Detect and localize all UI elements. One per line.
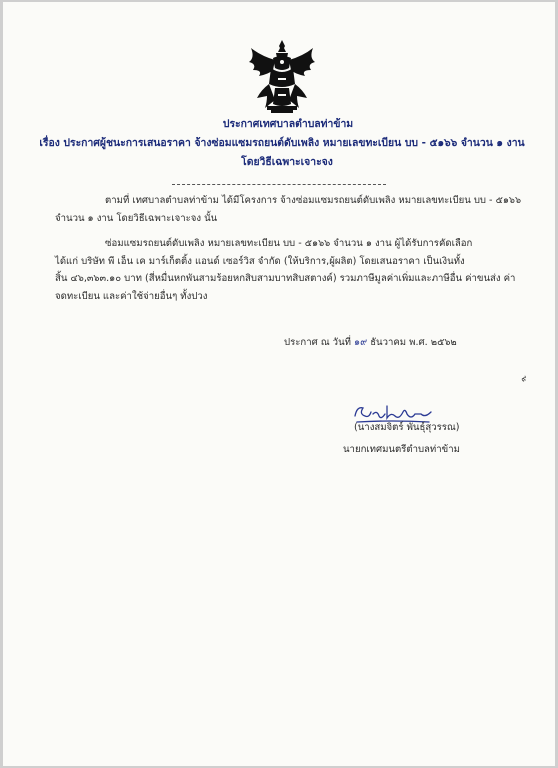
para2-line2: ได้แก่ บริษัท พี เอ็น เค มาร์เก็ตติ้ง แอนด์ เซอร์วิส จำกัด (ให้บริการ,ผู้ผลิต) โดยเสนอราคา เป็นเงินทั้ง [55,255,465,267]
announcement-date [284,335,457,350]
para1-line2: จำนวน ๑ งาน โดยวิธีเฉพาะเจาะจง นั้น [55,212,218,224]
dashed-divider [172,184,386,185]
margin-mark: ๙ [519,373,529,384]
date-prefix: ประกาศ ณ วันที่ [284,337,351,348]
para1-line1: ตามที่ เทศบาลตำบลท่าข้าม ได้มีโครงการ จ้างซ่อมแซมรถยนต์ดับเพลิง หมายเลขทะเบียน บบ - ๕๑๖๖ [105,195,522,206]
signer-position: นายกเทศมนตรีตำบลท่าข้าม [343,444,460,455]
para2-line3: สิ้น ๔๖,๓๖๓.๑๐ บาท (สี่หมื่นหกพันสามร้อยหกสิบสามบาทสิบสตางค์) รวมภาษีมูลค่าเพิ่มและภาษีอื่น ค่าขนส่ง ค่า [55,273,516,284]
garuda-emblem [245,38,319,114]
document-page [3,2,555,766]
para2-line4: จดทะเบียน และค่าใช้จ่ายอื่นๆ ทั้งปวง [55,290,208,302]
announcement-body [55,192,522,305]
announcement-office: ประกาศเทศบาลตำบลท่าข้าม [222,118,354,130]
procurement-method: โดยวิธีเฉพาะเจาะจง [241,156,333,168]
announcement-subject: เรื่อง ประกาศผู้ชนะการเสนอราคา จ้างซ่อมแซมรถยนต์ดับเพลิง หมายเลขทะเบียน บบ - ๕๑๖๖ จำนวน ๑ งาน [39,137,525,149]
date-rest: ธันวาคม พ.ศ. ๒๕๖๒ [370,337,457,348]
signer-name: (นางสมจิตร์ พันธุ์สุวรรณ) [354,422,460,433]
date-day: ๑๙ [354,337,368,348]
para2-line1: ซ่อมแซมรถยนต์ดับเพลิง หมายเลขทะเบียน บบ - ๕๑๖๖ จำนวน ๑ งาน ผู้ได้รับการคัดเลือก [105,238,473,249]
title-block [3,115,555,172]
